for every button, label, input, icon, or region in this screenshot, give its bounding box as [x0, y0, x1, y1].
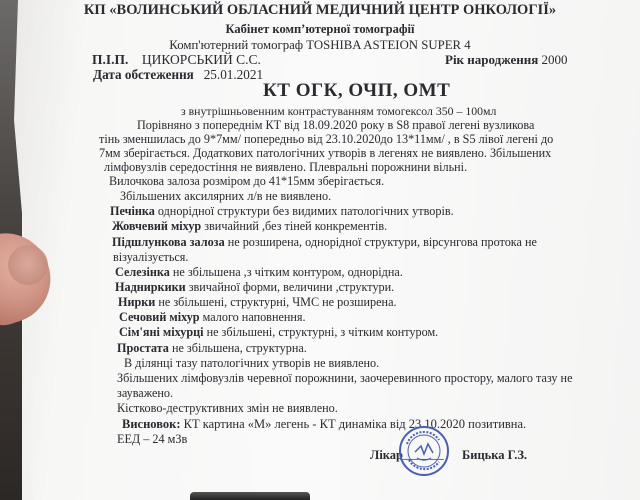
patient-name-value: ЦИКОРСЬКИЙ С.С.: [141, 52, 261, 67]
organ-description: звичайний ,без тіней конкрементів.: [201, 219, 388, 233]
patient-name-row: [92, 53, 261, 67]
organ-name: Простата: [117, 341, 169, 355]
organ-name: Сім'яні міхурці: [119, 325, 204, 339]
study-title: КТ ОГК, ОЧП, ОМТ: [263, 80, 451, 101]
lymph-finding: Збільшених лімфовузлів черевної порожнини, заочеревинного простору, малого тазу не: [117, 371, 573, 385]
organ-name: Сечовий міхур: [119, 310, 200, 324]
organ-liver: [110, 204, 454, 218]
organ-description: не збільшена, структурна.: [168, 341, 307, 355]
birth-year-value: 2000: [541, 52, 568, 67]
organ-spleen: [115, 265, 403, 279]
device-name: Комп'ютерний томограф TOSHIBA ASTEION SUPER 4: [169, 38, 471, 52]
axillary-finding: Збільшених аксилярних л/в не виявлено.: [120, 189, 332, 203]
findings-line: лімфовузлів середостіння не виявлено. Плевральні порожнини вільні.: [104, 160, 468, 174]
organ-prostate: [117, 341, 307, 355]
organ-name: Нирки: [118, 295, 156, 309]
findings-line: тінь зменшилась до 9*7мм/ попередньо від 23.10.2020до 13*11мм/ , в S5 лівої легені до: [99, 132, 554, 146]
organ-name: Жовчевий міхур: [112, 219, 202, 233]
conclusion: [122, 417, 526, 431]
exam-date-value: 25.01.2021: [203, 67, 264, 82]
organ-description: малого наповнення.: [199, 310, 306, 324]
exam-date-row: [93, 68, 263, 82]
conclusion-label: Висновок:: [122, 417, 181, 431]
organ-gallbladder: [112, 219, 387, 233]
bone-finding: Кістково-деструктивних змін не виявлено.: [117, 401, 338, 415]
organ-bladder: [119, 310, 306, 324]
pelvis-finding: В ділянці тазу патологічних утворів не виявлено.: [124, 356, 380, 370]
signature-blank: _______: [400, 447, 444, 461]
effective-dose: ЕЕД – 24 мЗв: [117, 432, 188, 446]
organ-name: Надниркики: [115, 280, 186, 294]
organ-kidneys: [118, 295, 397, 309]
organ-description: звичайної форми, величини ,структури.: [185, 280, 395, 294]
doctor-stamp: [399, 426, 449, 476]
findings-line: Порівняно з попереднім КТ від 18.09.2020 року в S8 правої легені вузликова: [137, 118, 535, 132]
organ-seminal-vesicles: [119, 325, 438, 339]
organ-name: Селезінка: [115, 265, 170, 279]
organ-description: не збільшені, структурні, з чітким контуром.: [203, 325, 439, 339]
organ-name: Підшлункова залоза: [112, 235, 225, 249]
lymph-continuation: зауважено.: [117, 386, 174, 400]
fingernail: [8, 245, 48, 285]
doctor-label: Лікар: [370, 448, 404, 462]
contrast-info: з внутрішньовенним контрастуванням томогексол 350 – 100мл: [181, 104, 497, 118]
doctor-name: Бицька Г.З.: [462, 448, 528, 462]
pancreas-continuation: візуалізується.: [113, 250, 189, 264]
department-title: Кабінет комп’ютерної томографії: [225, 22, 415, 36]
birth-year-row: [445, 53, 568, 67]
institution-title: КП «ВОЛИНСЬКИЙ ОБЛАСНИЙ МЕДИЧНИЙ ЦЕНТР ОНКОЛОГІЇ»: [83, 2, 557, 18]
thymus-finding: Вилочкова залоза розміром до 41*15мм зберігається.: [109, 174, 385, 188]
conclusion-text: КТ картина «М» легень - КТ динаміка від 23.10.2020 позитивна.: [180, 417, 527, 431]
organ-description: однорідної структури без видимих патологічних утворів.: [154, 204, 454, 218]
organ-description: не збільшені, структурні, ЧМС не розширена.: [155, 295, 397, 309]
organ-description: не збільшена ,з чітким контуром, однорідна.: [169, 265, 403, 279]
exam-date-label: Дата обстеження: [93, 67, 194, 82]
stamp-emblem-icon: [399, 426, 449, 476]
organ-adrenals: [115, 280, 394, 294]
organ-description: не розширена, однорідної структури, вірсунгова протока не: [224, 235, 537, 249]
findings-line: 7мм зберігається. Додаткових патологічних утворів в легенях не виявлено. Збільшених: [99, 146, 552, 160]
birth-year-label: Рік народження: [445, 52, 539, 67]
patient-name-label: П.І.П.: [92, 52, 129, 67]
organ-pancreas: [112, 235, 537, 249]
bottom-shadow: [190, 492, 310, 500]
organ-name: Печінка: [110, 204, 155, 218]
